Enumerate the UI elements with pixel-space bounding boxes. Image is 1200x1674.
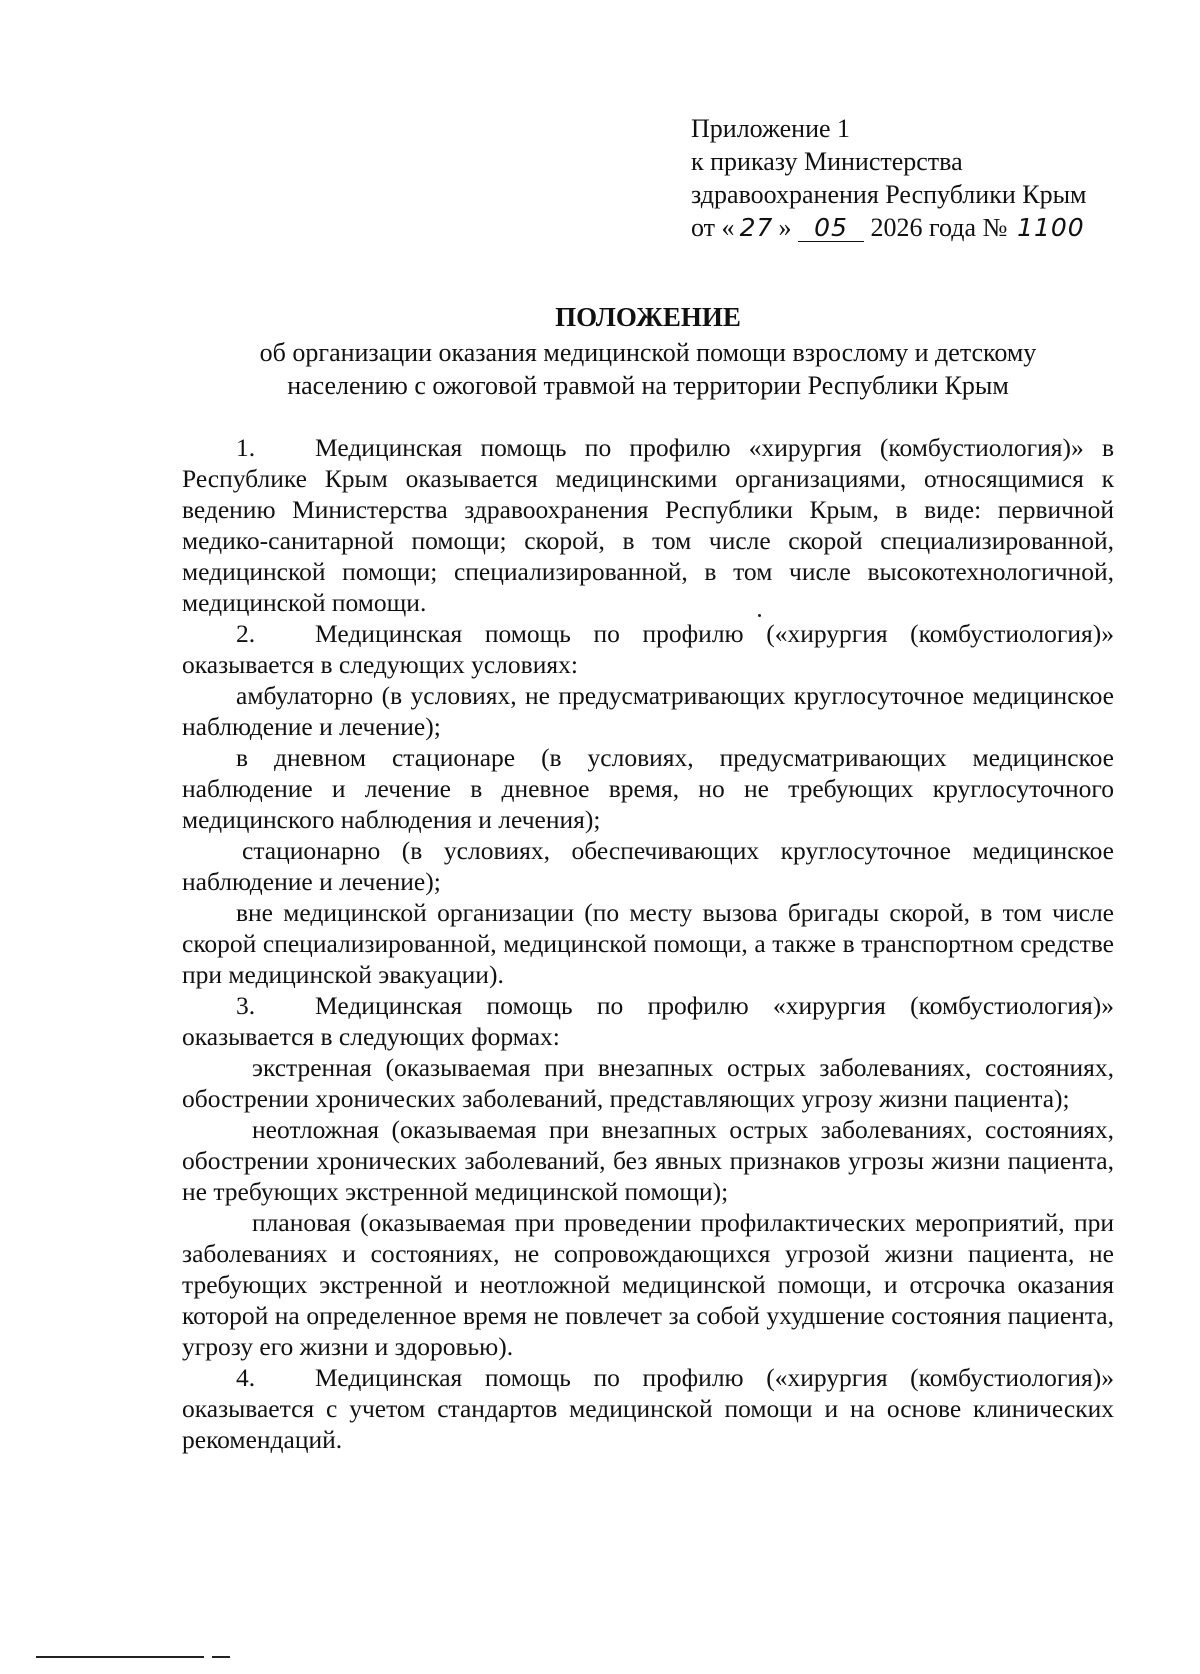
document-body — [182, 432, 1114, 1455]
paragraph-3-item-planned: плановая (оказываемая при проведении профилактических мероприятий, при заболеваниях и состояниях, не сопровождающихся угрозой жизни пациента, не требующих экстренной и неотложной медицинской помощи, и отсрочка оказания которой на определенное время не повлечет за собой ухудшение состояния пациента, угрозу его жизни и здоровью). — [182, 1208, 1114, 1361]
subtitle-line-1: об организации оказания медицинской помощи взрослому и детскому — [259, 338, 1037, 367]
appendix-line-2: к приказу Министерства — [691, 147, 963, 176]
paragraph-4-number: 4. — [236, 1363, 256, 1392]
paragraph-2-item-day-hospital: в дневном стационаре (в условиях, предусматривающих медицинское наблюдение и лечение в дневное время, но не требующих круглосуточного медицинского наблюдения и лечения); — [182, 743, 1114, 834]
handwritten-day: 27 — [739, 213, 774, 242]
paragraph-2-text: Медицинская помощь по профилю («хирургия (комбустиология)» оказывается в следующих условиях: — [182, 619, 1114, 679]
paragraph-3-item-emergency: экстренная (оказываемая при внезапных острых заболеваниях, состояниях, обострении хронических заболеваний, представляющих угрозу жизни пациента); — [182, 1053, 1114, 1113]
date-year: 2026 года № — [870, 213, 1008, 242]
date-mid: » — [778, 213, 792, 242]
date-prefix: от « — [691, 213, 735, 242]
appendix-line-1: Приложение 1 — [691, 114, 851, 143]
footnote-separator-line — [36, 1656, 204, 1658]
paragraph-2-item-inpatient: стационарно (в условиях, обеспечивающих круглосуточное медицинское наблюдение и лечение); — [182, 836, 1114, 896]
paragraph-3 — [182, 990, 1114, 1052]
document-title: ПОЛОЖЕНИЕ — [555, 302, 741, 332]
appendix-block — [691, 112, 1088, 244]
paragraph-2-item-outside: вне медицинской организации (по месту вызова бригады скорой, в том числе скорой специализированной, медицинской помощи, а также в транспортном средстве при медицинской эвакуации). — [182, 898, 1114, 989]
scan-speck — [758, 614, 761, 617]
appendix-date-line — [691, 211, 1088, 244]
footnote-separator-dash — [212, 1656, 230, 1658]
paragraph-1 — [182, 432, 1114, 618]
paragraph-4 — [182, 1362, 1114, 1455]
paragraph-2 — [182, 618, 1114, 680]
paragraph-3-number: 3. — [236, 991, 256, 1020]
paragraph-2-item-ambulatory: амбулаторно (в условиях, не предусматривающих круглосуточное медицинское наблюдение и лечение); — [182, 681, 1114, 741]
paragraph-1-text: Медицинская помощь по профилю «хирургия (комбустиология)» в Республике Крым оказывается медицинскими организациями, относящимися к ведению Министерства здравоохранения Республики Крым, в виде: первичной медико-санитарной помощи; скорой, в том числе скорой специализированной, медицинской помощи; специализированной, в том числе высокотехнологичной, медицинской помощи. — [182, 433, 1114, 617]
subtitle-line-2: населению с ожоговой травмой на территории Республики Крым — [287, 371, 1009, 400]
paragraph-3-item-urgent: неотложная (оказываемая при внезапных острых заболеваниях, состояниях, обострении хронических заболеваний, без явных признаков угрозы жизни пациента, не требующих экстренной медицинской помощи); — [182, 1115, 1114, 1206]
paragraph-1-number: 1. — [236, 433, 256, 462]
handwritten-order-number: 1100 — [1017, 213, 1085, 242]
paragraph-3-text: Медицинская помощь по профилю «хирургия (комбустиология)» оказывается в следующих формах: — [182, 991, 1114, 1051]
handwritten-month: 05 — [798, 215, 864, 242]
appendix-line-3: здравоохранения Республики Крым — [691, 180, 1087, 209]
paragraph-2-number: 2. — [236, 619, 256, 648]
document-subtitle — [180, 336, 1116, 402]
paragraph-4-text: Медицинская помощь по профилю («хирургия (комбустиология)» оказывается с учетом стандартов медицинской помощи и на основе клинических рекомендаций. — [182, 1363, 1114, 1454]
